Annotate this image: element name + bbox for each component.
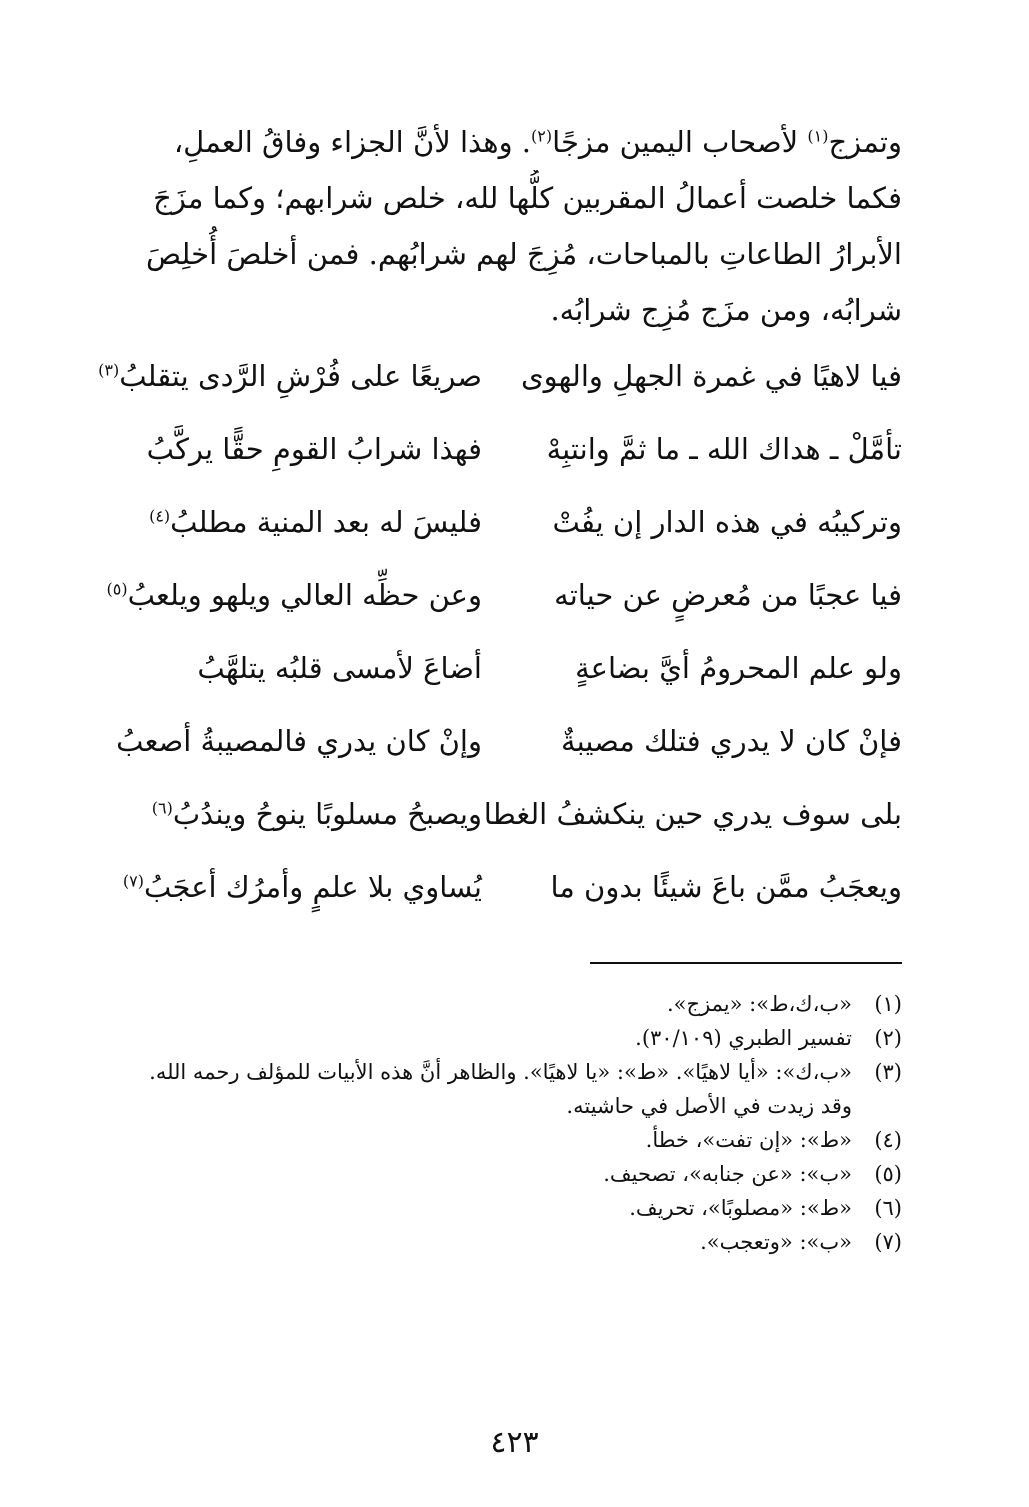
footnote-marker: (٣) <box>98 360 120 380</box>
footnote-marker: (٥) <box>106 579 128 599</box>
prose-paragraph <box>112 114 902 338</box>
verse-second-hemistich <box>112 421 482 477</box>
footnote-number: (٦) <box>874 1196 902 1220</box>
footnote <box>112 1191 902 1225</box>
footnote-marker: (٤) <box>149 506 171 526</box>
verse-second-text: وعن حظِّه العالي ويلهو ويلعبُ <box>127 578 482 612</box>
verse-first-hemistich: ولو علم المحرومُ أيَّ بضاعةٍ <box>575 651 902 685</box>
footnote-text: «ب»: «عن جنابه»، تصحيف. <box>603 1162 852 1186</box>
verse-second-text: ويصبحُ مسلوبًا ينوحُ ويندُبُ <box>172 797 482 831</box>
verse-first-hemistich: فيا عجبًا من مُعرضٍ عن حياته <box>554 578 902 612</box>
footnote-number: (١) <box>874 992 902 1016</box>
prose-line: وتمزج$^{(١)}$ لأصحاب اليمين مزجًا$^{(٢)}$. وهذا لأنَّ الجزاء وفاقُ العملِ، <box>173 125 902 159</box>
footnote <box>112 1021 902 1055</box>
verse-first-hemistich: فإنْ كان لا يدري فتلك مصيبةٌ <box>561 724 902 758</box>
verse <box>112 859 902 932</box>
verse-second-hemistich <box>112 859 482 915</box>
verse <box>112 494 902 567</box>
page-number: ٤٢٣ <box>490 1425 539 1460</box>
prose-line: الأبرارُ الطاعاتِ بالمباحات، مُزِجَ لهم شرابُهم. فمن أخلصَ أُخلِصَ <box>146 237 902 271</box>
verse-first-hemistich: وتركيبُه في هذه الدار إن يفُتْ <box>552 505 902 539</box>
verse-second-text: فهذا شرابُ القومِ حقًّا يركَّبُ <box>146 432 482 466</box>
footnote <box>112 987 902 1021</box>
prose-line: فكما خلصت أعمالُ المقربين كلُّها لله، خلص شرابهم؛ وكما مزَجَ <box>153 181 902 215</box>
footnote <box>112 1123 902 1157</box>
footnote-marker: (٦) <box>151 798 173 818</box>
verse-second-text: فليسَ له بعد المنية مطلبُ <box>170 505 482 539</box>
verse-second-hemistich <box>112 713 482 769</box>
footnote-text: «ب،ك»: «أيا لاهيًا». «ط»: «يا لاهيًا». والظاهر أنَّ هذه الأبيات للمؤلف رحمه الله. وقد زيدت في الأصل في حاشيته. <box>149 1060 852 1118</box>
footnote-text: تفسير الطبري (٣٠/١٠٩). <box>635 1026 852 1050</box>
verse-second-text: وإنْ كان يدري فالمصيبةُ أصعبُ <box>116 724 482 758</box>
footnotes <box>112 987 902 1259</box>
footnote-text: «ب»: «وتعجب». <box>700 1230 852 1254</box>
poem <box>98 348 902 932</box>
verse <box>112 421 902 494</box>
footnote-number: (٥) <box>874 1162 902 1186</box>
verse <box>112 786 902 859</box>
footnote <box>112 1225 902 1259</box>
verse-second-hemistich <box>98 348 482 404</box>
verse-first-hemistich: بلى سوف يدري حين ينكشفُ الغطا <box>483 797 902 831</box>
verse <box>112 713 902 786</box>
verse-second-hemistich <box>112 640 482 696</box>
footnote-number: (٧) <box>874 1230 902 1254</box>
footnote-text: «ب،ك،ط»: «يمزج». <box>666 992 852 1016</box>
verse <box>98 348 902 421</box>
verse-second-text: صريعًا على فُرْشِ الرَّدى يتقلبُ <box>119 359 482 393</box>
verse-second-hemistich <box>106 567 482 623</box>
verse-second-hemistich <box>112 786 482 842</box>
footnote <box>112 1157 902 1191</box>
verse-first-hemistich: ويعجَبُ ممَّن باعَ شيئًا بدون ما <box>550 870 902 904</box>
verse-second-text: يُساوي بلا علمٍ وأمرُك أعجَبُ <box>144 870 482 904</box>
verse <box>112 640 902 713</box>
verse <box>106 567 902 640</box>
verse-second-hemistich <box>112 494 482 550</box>
prose-line: شرابُه، ومن مزَج مُزِج شرابُه. <box>550 293 902 327</box>
footnote-number: (٣) <box>874 1060 902 1084</box>
footnote-text: «ط»: «مصلوبًا»، تحريف. <box>629 1196 852 1220</box>
verse-first-hemistich: تأمَّلْ ـ هداك الله ـ ما ثمَّ وانتبِهْ <box>546 432 902 466</box>
verse-second-text: أضاعَ لأمسى قلبُه يتلهَّبُ <box>197 651 482 685</box>
footnote-marker: (٧) <box>122 871 144 891</box>
verse-first-hemistich: فيا لاهيًا في غمرة الجهلِ والهوى <box>520 359 902 393</box>
footnote-separator <box>590 962 902 964</box>
footnote-number: (٢) <box>874 1026 902 1050</box>
footnote-number: (٤) <box>874 1128 902 1152</box>
footnote-text: «ط»: «إن تفت»، خطأ. <box>645 1128 852 1152</box>
footnote <box>112 1055 902 1123</box>
